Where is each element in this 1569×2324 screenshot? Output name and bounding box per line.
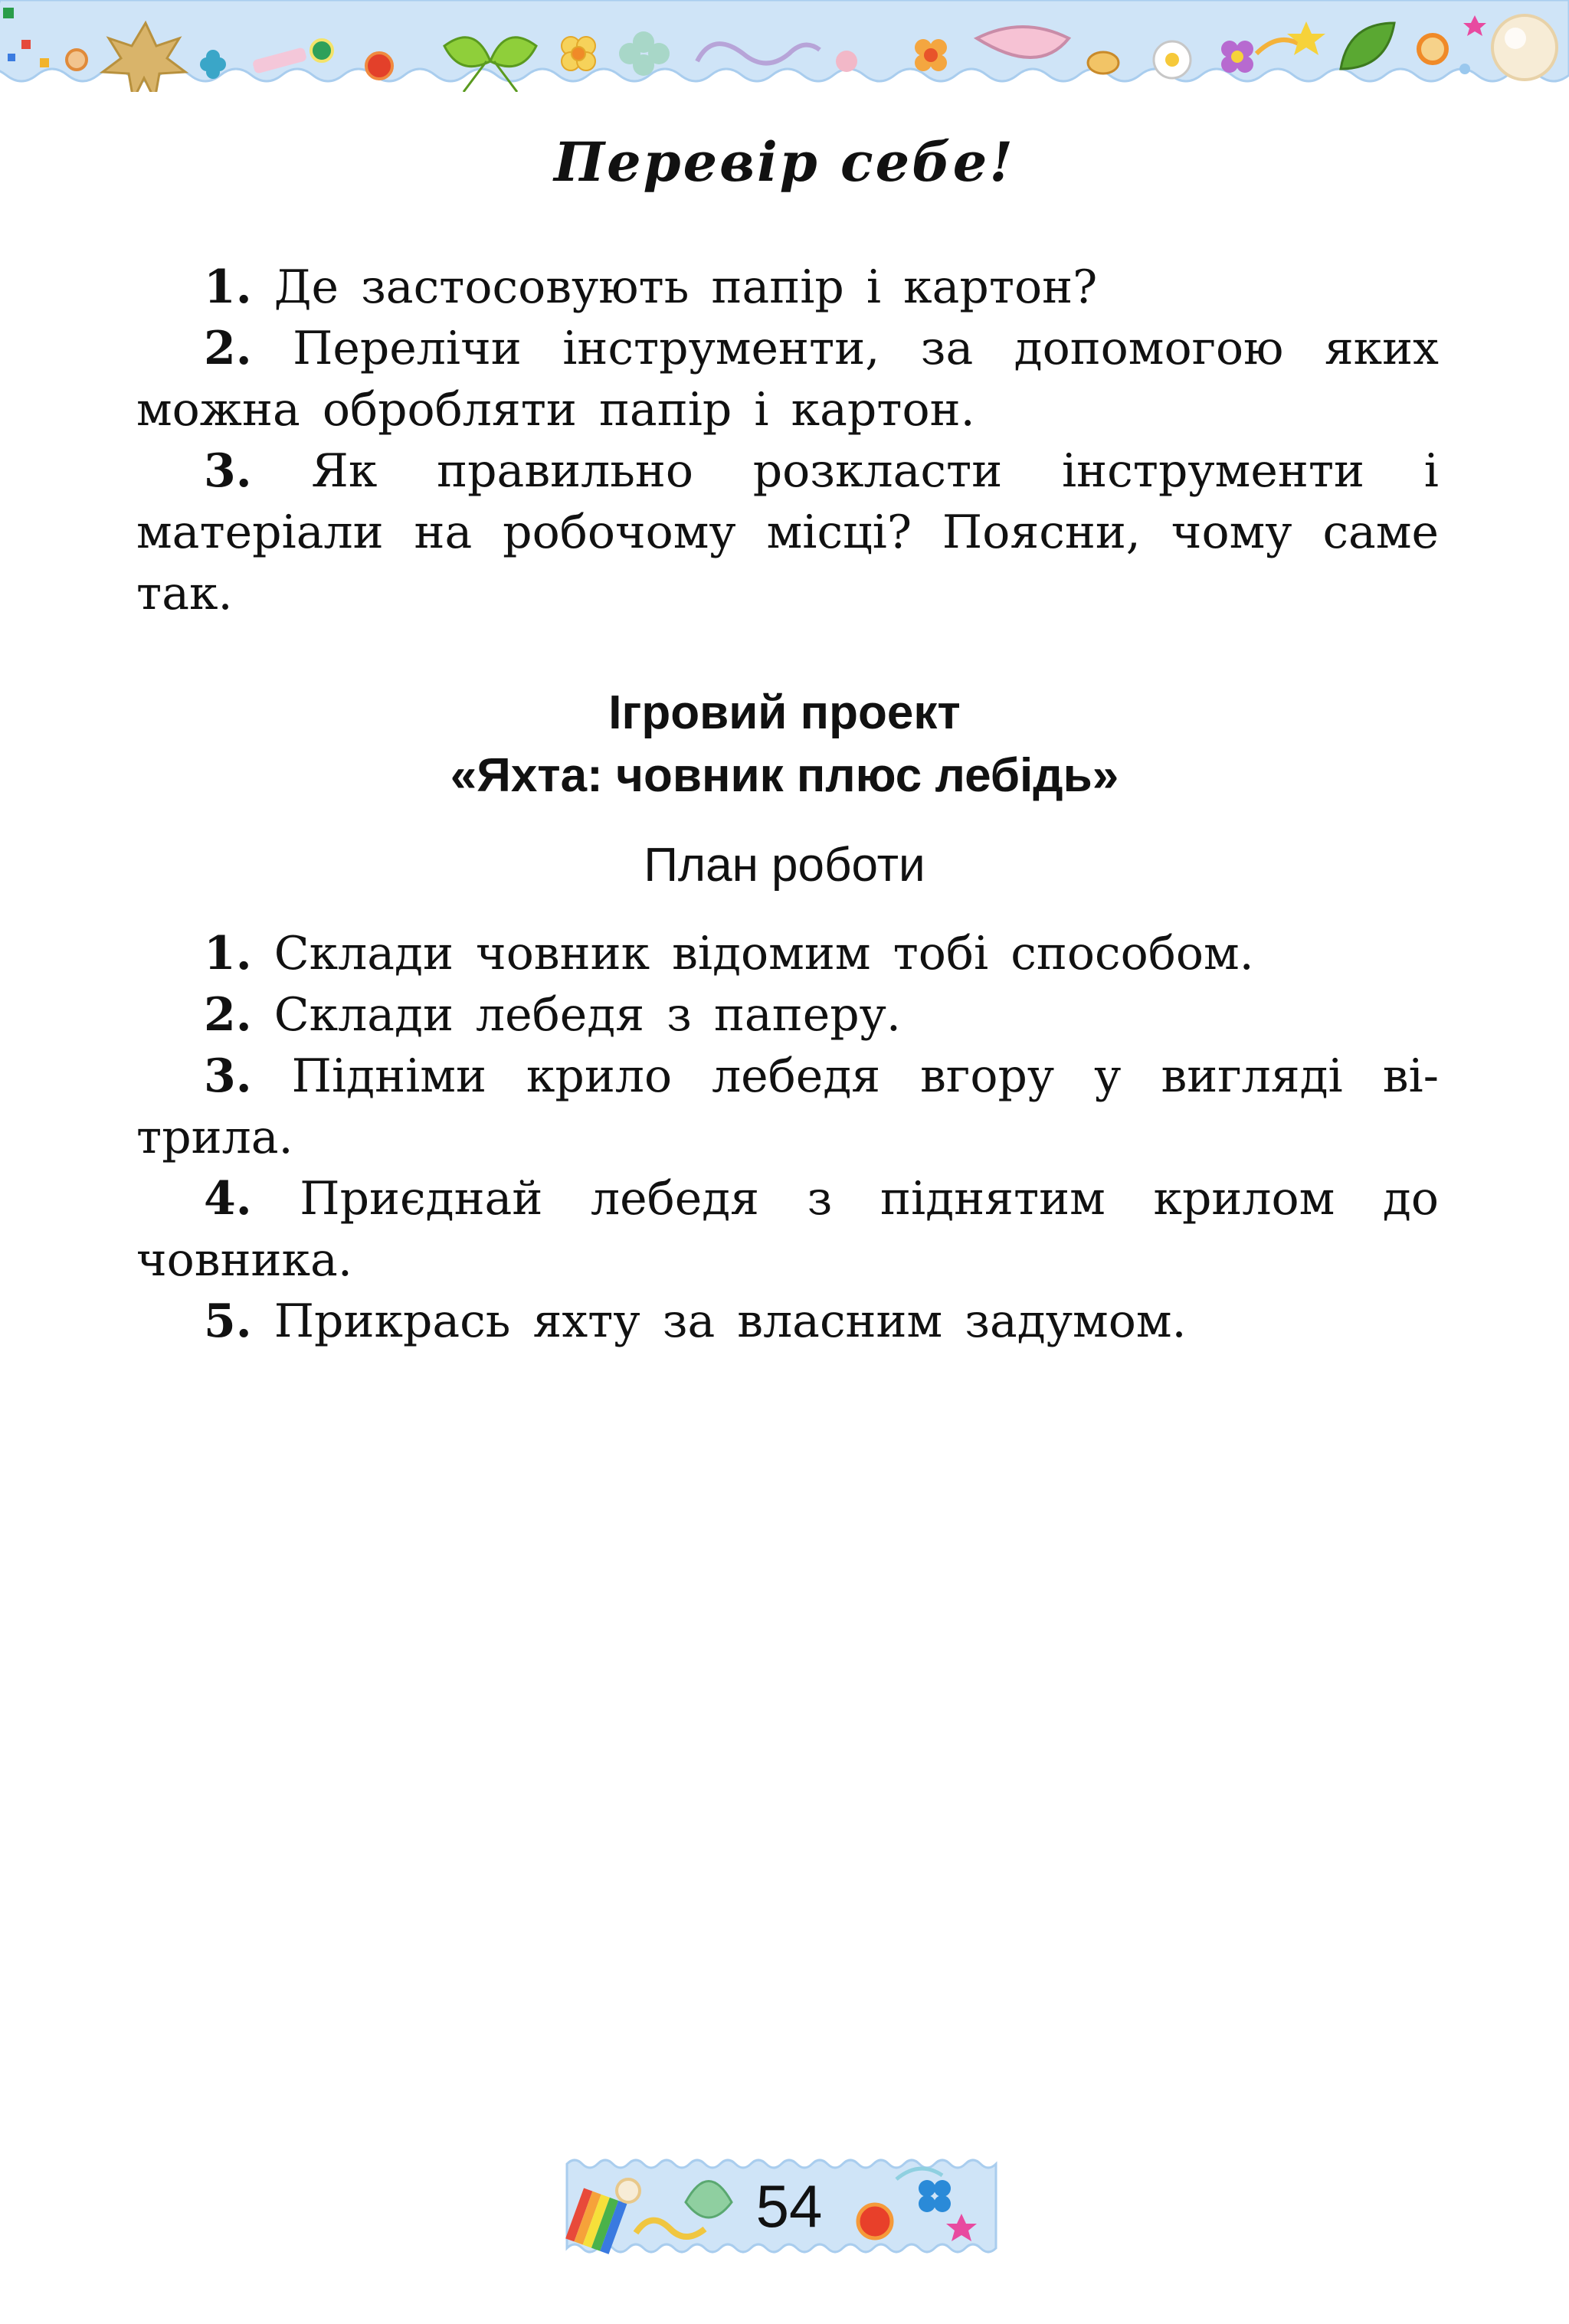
question-text: Де застосовують папір і картон? bbox=[274, 260, 1098, 314]
page-number: 54 bbox=[755, 2172, 823, 2240]
list-item bbox=[136, 257, 1439, 318]
project-title bbox=[0, 682, 1569, 807]
confetti-icon bbox=[3, 8, 14, 18]
step-text: Склади човник відомим тобі способом. bbox=[274, 927, 1254, 980]
flower-yellow-icon bbox=[562, 37, 595, 70]
question-text: Як правильно розкласти інструменти і матеріали на робочому місці? Поясни, чому саме так. bbox=[136, 444, 1439, 620]
flower-red-icon bbox=[858, 2205, 892, 2238]
step-text: Приєднай лебедя з піднятим крилом до човника. bbox=[136, 1172, 1439, 1287]
step-number: 4. bbox=[204, 1172, 252, 1226]
question-text: Перелічи інструменти, за допомогою яких можна обробляти папір і картон. bbox=[136, 322, 1439, 437]
ring-icon bbox=[1419, 35, 1446, 63]
step-number: 3. bbox=[204, 1049, 252, 1103]
plan-heading: План роботи bbox=[644, 839, 925, 892]
pearl-icon bbox=[617, 2179, 640, 2202]
steps-list bbox=[136, 923, 1439, 1352]
step-text: Прикрась яхту за власним задумом. bbox=[274, 1295, 1187, 1348]
step-text: Склади лебедя з паперу. bbox=[274, 988, 901, 1042]
bead-icon bbox=[311, 40, 332, 61]
flower-red-icon bbox=[366, 53, 392, 79]
step-number: 1. bbox=[204, 927, 252, 980]
list-item bbox=[136, 984, 1439, 1046]
pearl-icon bbox=[1492, 15, 1557, 80]
shell-icon bbox=[1088, 52, 1119, 74]
check-yourself-title: Перевір себе! bbox=[553, 130, 1015, 194]
list-item bbox=[136, 923, 1439, 984]
question-number: 1. bbox=[204, 260, 252, 314]
question-number: 2. bbox=[204, 322, 252, 375]
question-number: 3. bbox=[204, 444, 252, 498]
petal-icon bbox=[836, 51, 857, 72]
step-number: 2. bbox=[204, 988, 252, 1042]
project-title-line2: «Яхта: човник плюс лебідь» bbox=[450, 749, 1119, 802]
list-item bbox=[136, 318, 1439, 440]
project-title-line1: Ігровий проект bbox=[608, 686, 961, 739]
list-item bbox=[136, 1046, 1439, 1168]
list-item bbox=[136, 1291, 1439, 1352]
step-text: Підніми крило лебедя вгору у вигляді вітрила. bbox=[136, 1049, 1439, 1164]
list-item bbox=[136, 1168, 1439, 1291]
step-number: 5. bbox=[204, 1295, 252, 1348]
questions-list bbox=[136, 257, 1439, 624]
daisy-icon bbox=[1154, 41, 1191, 78]
list-item bbox=[136, 440, 1439, 624]
top-decorative-band bbox=[0, 0, 1569, 92]
